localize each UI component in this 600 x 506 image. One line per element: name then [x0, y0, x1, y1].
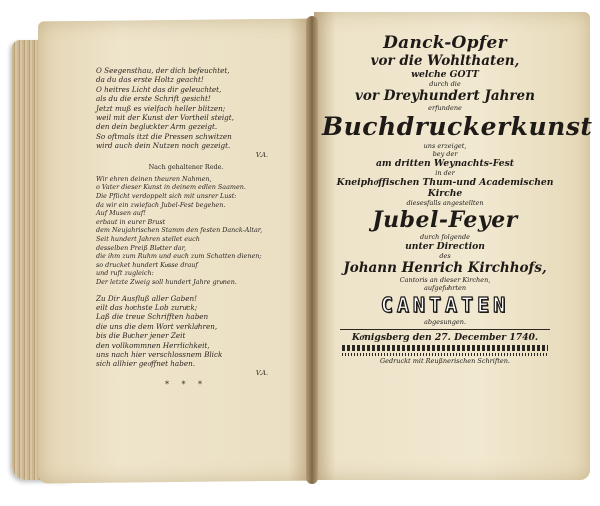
verse-line: so drucket hundert Kuͤsse drauf [96, 260, 198, 269]
ornament-border [342, 345, 548, 351]
title-line-buchdruckerkunst: Buchdruckerkunst [322, 112, 593, 141]
title-line-folgende: durch folgende [420, 233, 470, 241]
signature-va: V.A. [255, 150, 268, 159]
verse-line: die uns die dem Wort verklaͤhren, [96, 321, 218, 331]
verse-line: die ihm zum Ruhm und euch zum Schatten dienen; [96, 252, 262, 261]
title-line-erzeiget: uns erzeiget, [423, 142, 467, 150]
divider-rule [340, 329, 550, 330]
verse-line: So oftmals itzt die Pressen schwitzen [96, 131, 232, 141]
title-line-danck-opfer: Danck-Opfer [383, 33, 507, 53]
verse-line: da wir ein zwiefach Jubel-Fest begehen. [96, 200, 226, 209]
title-line-dreyhundert: vor Dreyhundert Jahren [355, 88, 535, 104]
verse-line: Der letzte Zweig soll hundert Jahre gruͤnen. [96, 277, 237, 286]
left-page-text [96, 66, 276, 390]
verse-line: den vollkommnen Herrlichkeit, [96, 340, 210, 350]
title-line-erfundene: erfundene [428, 104, 462, 112]
imprint-place-date: Koͤnigsberg den 27. December 1740. [351, 332, 539, 343]
verse-line: erbaut in eurer Brust [96, 217, 166, 226]
verse-line: Die Pflicht verdoppelt sich mit unsrer Lust: [96, 192, 237, 201]
title-line-abgesungen: abgesungen. [423, 318, 466, 326]
title-line-weynachts-fest: am dritten Weynachts-Fest [375, 158, 514, 169]
title-line-direction: unter Direction [405, 241, 485, 252]
verse-line: bis die Buͤcher jener Zeit [96, 331, 186, 341]
verse-line: O heitres Licht das dir geleuchtet, [96, 84, 222, 94]
title-line-jubel-feyer: Jubel-Feyer [372, 207, 518, 233]
verse-line: eilt das hoͤchste Lob zuruͤck; [96, 302, 198, 312]
verse-block-1 [96, 66, 276, 151]
verse-line: den dein begluͤckter Arm gezeigt. [96, 122, 218, 132]
title-line-aufgefuehrten: aufgefuͤhrten [423, 284, 467, 292]
title-line-gott: welche GOTT [411, 69, 479, 80]
ornament-border-fine [342, 353, 548, 356]
title-page-text [322, 33, 593, 365]
title-line-cantaten: CANTATEN [380, 293, 510, 317]
verse-line: sich allhier geoͤffnet haben. [96, 359, 195, 369]
title-line-wohlthaten: vor die Wohlthaten, [370, 53, 520, 69]
book-gutter [306, 16, 318, 484]
title-line-cantoris: Cantoris an dieser Kirchen, [399, 276, 491, 284]
section-heading: Nach gehaltener Rede. [148, 163, 224, 172]
title-line-kirchhof: Johann Henrich Kirchhofs, [343, 260, 547, 276]
verse-line: o Vater dieser Kunst in deinem edlen Saamen. [96, 183, 246, 192]
title-line-des: des [439, 252, 451, 260]
printer-line: Gedruckt mit Reußnerischen Schriften. [379, 357, 510, 365]
verse-line: desselben Preiß Blaͤtter dar, [96, 243, 186, 252]
verse-line: weil mit der Kunst der Vortheil steigt, [96, 113, 234, 123]
verse-line: Wir ehren deinen theuren Nahmen, [96, 174, 212, 183]
title-line-in-der: in der [435, 169, 455, 177]
signature-va: V.A. [255, 368, 268, 377]
verse-line: Seit hundert Jahren stellet euch [96, 235, 200, 243]
verse-line: als du die erste Schrift gesicht! [96, 94, 211, 104]
title-line-kneiphoffischen: Kneiphoͤffischen Thum-und Academischen [336, 177, 554, 188]
verse-line: und ruft zugleich: [96, 269, 154, 278]
verse-line: Laß die treue Schrifften haben [96, 312, 209, 322]
verse-line: dem Neujahrischen Stamm den festen Danck-Altar, [96, 226, 263, 235]
verse-block-2 [96, 175, 276, 287]
verse-line: Auf Musen auf! [96, 209, 146, 218]
title-line-durch-die: durch die [429, 80, 461, 88]
verse-line: wird auch dein Nutzen noch gezeigt. [96, 141, 231, 151]
verse-line: Jetzt muß es vielfach heller blitzen; [96, 103, 226, 113]
verse-line: da du das erste Holtz geacht! [96, 75, 204, 85]
verse-block-3 [96, 294, 276, 369]
title-line-bey-der: bey der [432, 150, 458, 158]
verse-line: Zu Dir Ausfluß aller Gaben! [96, 293, 197, 303]
ornament-stars: * * * [164, 380, 208, 390]
verse-line: O Seegensthau, der dich befeuchtet, [96, 66, 230, 75]
title-line-angestellten: diesesfalls angestellten [406, 199, 484, 207]
verse-line: uns nach hier verschlossnem Blick [96, 350, 223, 359]
title-line-kirche: Kirche [427, 188, 463, 199]
